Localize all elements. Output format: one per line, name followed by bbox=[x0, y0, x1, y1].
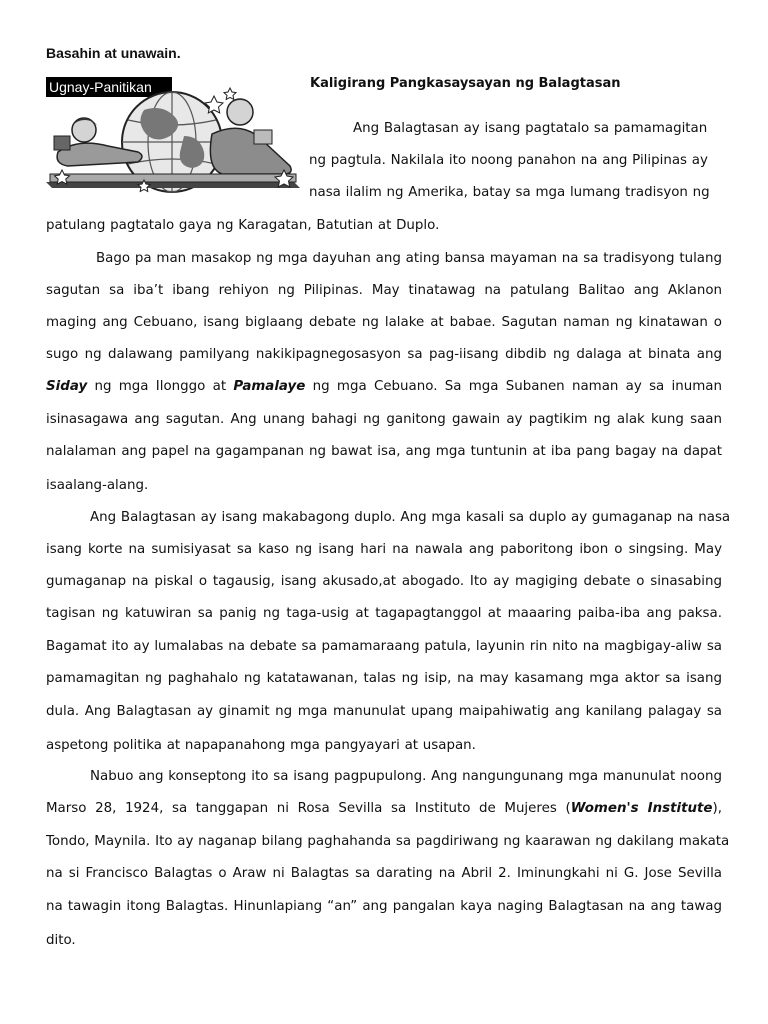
text-line: isinasagawa ang sagutan. Ang unang bahagi ng ganitong gawain ay pagtikim ng alak kung saan bbox=[46, 412, 722, 427]
text-line: aspetong politika at napapanahong mga pangyayari at usapan. bbox=[46, 738, 476, 753]
text-span: Marso 28, 1924, sa tanggapan ni Rosa Sevilla sa Instituto de Mujeres ( bbox=[46, 801, 571, 816]
text-line: patulang pagtatalo gaya ng Karagatan, Batutian at Duplo. bbox=[46, 218, 440, 233]
instruction-heading: Basahin at unawain. bbox=[46, 45, 181, 61]
emphasis-term: Pamalaye bbox=[233, 379, 306, 394]
text-line: sagutan sa iba’t ibang rehiyon ng Pilipinas. May tinatawag na patulang Balitao ang Aklanon bbox=[46, 283, 722, 298]
text-line: Ang Balagtasan ay isang makabagong duplo. Ang mga kasali sa duplo ay gumaganap na nasa bbox=[90, 510, 731, 525]
text-line bbox=[46, 377, 722, 397]
text-span: ng mga Cebuano. Sa mga Subanen naman ay sa inuman bbox=[305, 379, 722, 394]
text-line: ng pagtula. Nakilala ito noong panahon na ang Pilipinas ay bbox=[309, 153, 708, 168]
text-line: Bagamat ito ay lumalabas na debate sa pamamaraang patula, layunin rin nito na magbigay-aliw sa bbox=[46, 639, 722, 654]
text-line: na si Francisco Balagtas o Araw ni Balagtas sa darating na Abril 2. Iminungkahi ni G. Jose Sevilla bbox=[46, 866, 722, 881]
text-line: na tawagin itong Balagtas. Hinunlapiang “an” ang pangalan kaya naging Balagtasan na ang tawag bbox=[46, 899, 722, 914]
text-line: Ang Balagtasan ay isang pagtatalo sa pamamagitan bbox=[353, 121, 708, 136]
text-line: isaalang-alang. bbox=[46, 478, 149, 493]
emphasis-term: Siday bbox=[46, 379, 88, 394]
emphasis-term: Women's Institute bbox=[570, 801, 713, 816]
text-line: nalalaman ang papel na gagampanan ng bawat isa, ang mga tuntunin at iba pang bagay na dapat bbox=[46, 444, 722, 459]
text-line: sugo ng dalawang pamilyang nakikipagnegosasyon sa pag-iisang dibdib ng dalaga at binata ang bbox=[46, 347, 722, 362]
globe-reading-children-illustration bbox=[44, 86, 302, 198]
text-line: Bago pa man masakop ng mga dayuhan ang ating bansa mayaman na sa tradisyong tulang bbox=[96, 251, 722, 266]
text-line: maging ang Cebuano, isang biglaang debate ng lalake at babae. Sagutan naman ng kinatawan o bbox=[46, 315, 722, 330]
text-line: pamamagitan ng paghahalo ng katatawanan, talas ng isip, na may kasamang mga aktor sa isang bbox=[46, 671, 722, 686]
text-line: dito. bbox=[46, 933, 76, 948]
text-line: nasa ilalim ng Amerika, batay sa mga lumang tradisyon ng bbox=[309, 185, 710, 200]
text-line: gumaganap na piskal o tagausig, isang akusado,at abogado. Ito ay magiging debate o sinasabing bbox=[46, 574, 722, 589]
text-line: isang korte na sumisiyasat sa kaso ng isang hari na nawala ang paboritong ibon o singsing. May bbox=[46, 542, 722, 557]
text-span: ), bbox=[712, 801, 722, 816]
text-line: Nabuo ang konseptong ito sa isang pagpupulong. Ang nangungunang mga manunulat noong bbox=[90, 769, 722, 784]
text-line: Tondo, Maynila. Ito ay naganap bilang paghahanda sa pagdiriwang ng kaarawan ng dakilang makata bbox=[46, 834, 730, 849]
text-line: dula. Ang Balagtasan ay ginamit ng mga manunulat upang maipahiwatig ang kanilang palagay sa bbox=[46, 704, 722, 719]
page-title: Kaligirang Pangkasaysayan ng Balagtasan bbox=[310, 76, 621, 91]
section-label: Ugnay-Panitikan bbox=[46, 77, 172, 97]
text-span: ng mga Ilonggo at bbox=[87, 379, 234, 394]
text-line bbox=[46, 799, 722, 819]
text-line: tagisan ng katuwiran sa panig ng taga-usig at tagapagtanggol at maaaring paiba-iba ang paksa. bbox=[46, 606, 722, 621]
